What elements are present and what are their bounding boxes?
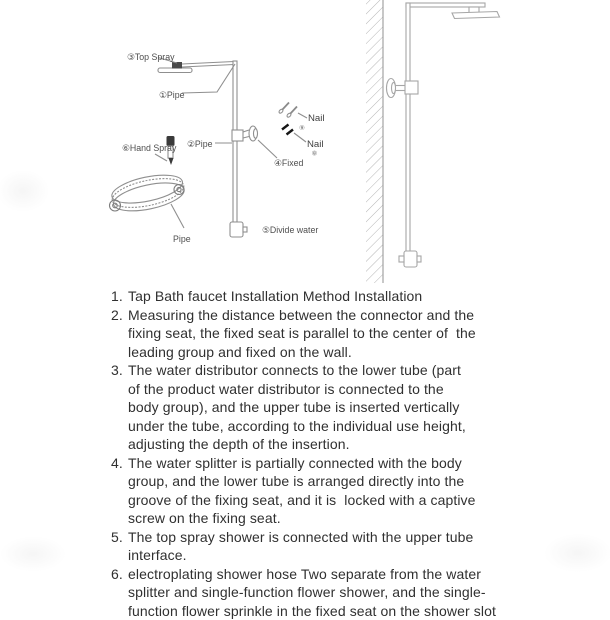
leader-hose-pipe: [171, 204, 184, 228]
label-nail-a-number: ⑨: [299, 125, 305, 132]
instruction-line: under the tube, according to the individual use height,: [128, 417, 531, 436]
label-pipe-lower: ②Pipe: [187, 139, 213, 149]
watermark: [538, 530, 610, 576]
instruction-line: groove of the fixing seat, and it is locked with a captive: [128, 491, 531, 510]
riser-pipe-drawing: [406, 3, 410, 257]
instruction-line: screw on the fixing seat.: [128, 509, 531, 528]
instruction-line: electroplating shower hose Two separate from the water: [128, 565, 531, 584]
exploded-parts-diagram: [95, 40, 340, 252]
instruction-line: The water splitter is partially connected with the body: [128, 454, 531, 473]
instruction-line: adjusting the depth of the insertion.: [128, 435, 531, 454]
instruction-line: The top spray shower is connected with the upper tube: [128, 528, 531, 547]
instruction-item-3: [111, 361, 531, 454]
divide-water-connector-drawing: [230, 222, 243, 237]
instruction-item-6: [111, 565, 531, 620]
screw-pair-drawing: [282, 103, 297, 115]
instruction-line: of the product water distributor is connected to the: [128, 380, 531, 399]
leader-fixed: [258, 140, 277, 158]
label-divide-water: ⑤Divide water: [262, 225, 318, 235]
instruction-line: Tap Bath faucet Installation Method Installation: [128, 287, 531, 306]
instruction-line: splitter and single-function flower shower, and the single-: [128, 583, 531, 602]
label-nail-a: Nail: [308, 113, 325, 124]
label-nail-b-number: ⑧: [312, 151, 318, 158]
label-pipe-upper: ①Pipe: [159, 90, 185, 100]
instruction-line: function flower sprinkle in the fixed seat on the shower slot: [128, 602, 531, 620]
instruction-line: body group), and the upper tube is inserted vertically: [128, 398, 531, 417]
top-spray-head-drawing: [158, 68, 192, 73]
nail-pair-drawing: [282, 125, 293, 135]
label-top-spray: ③Top Spray: [127, 52, 175, 62]
instruction-line: The water distributor connects to the lower tube (part: [128, 361, 531, 380]
shower-head-drawing: [452, 12, 500, 19]
right-diagram-linework: [366, 0, 500, 283]
instruction-line: Measuring the distance between the connector and the: [128, 306, 531, 325]
installation-instructions: [111, 287, 531, 620]
installed-view-diagram: [350, 0, 510, 290]
instruction-item-5: [111, 528, 531, 565]
label-hose-pipe: Pipe: [173, 234, 191, 244]
instruction-item-2: [111, 306, 531, 362]
instruction-number: 6.: [111, 565, 123, 584]
watermark: [0, 533, 72, 575]
bottom-connector-drawing: [404, 251, 417, 267]
instruction-number: 4.: [111, 454, 123, 473]
leader-nail-b: [294, 133, 306, 142]
wall-hatch: [366, 0, 383, 283]
leader-nail-a: [298, 113, 307, 118]
instruction-line: leading group and fixed on the wall.: [128, 343, 531, 362]
instruction-line: interface.: [128, 546, 531, 565]
instruction-line: group, and the lower tube is arranged directly into the: [128, 472, 531, 491]
instruction-number: 1.: [111, 287, 123, 306]
bracket-slider-drawing: [405, 81, 418, 94]
leader-hand-spray: [155, 154, 167, 161]
label-hand-spray: ⑥Hand Spray: [122, 143, 177, 153]
instruction-line: fixing seat, the fixed seat is parallel to the center of the: [128, 324, 531, 343]
hand-spray-tip: [169, 158, 174, 165]
label-nail-b: Nail: [307, 139, 324, 150]
label-fixed: ④Fixed: [274, 158, 304, 168]
watermark: [0, 166, 54, 216]
instruction-item-1: [111, 287, 531, 306]
instruction-number: 2.: [111, 306, 123, 325]
instruction-number: 3.: [111, 361, 123, 380]
instruction-item-4: [111, 454, 531, 528]
instruction-number: 5.: [111, 528, 123, 547]
bracket-slider-drawing: [232, 130, 243, 141]
